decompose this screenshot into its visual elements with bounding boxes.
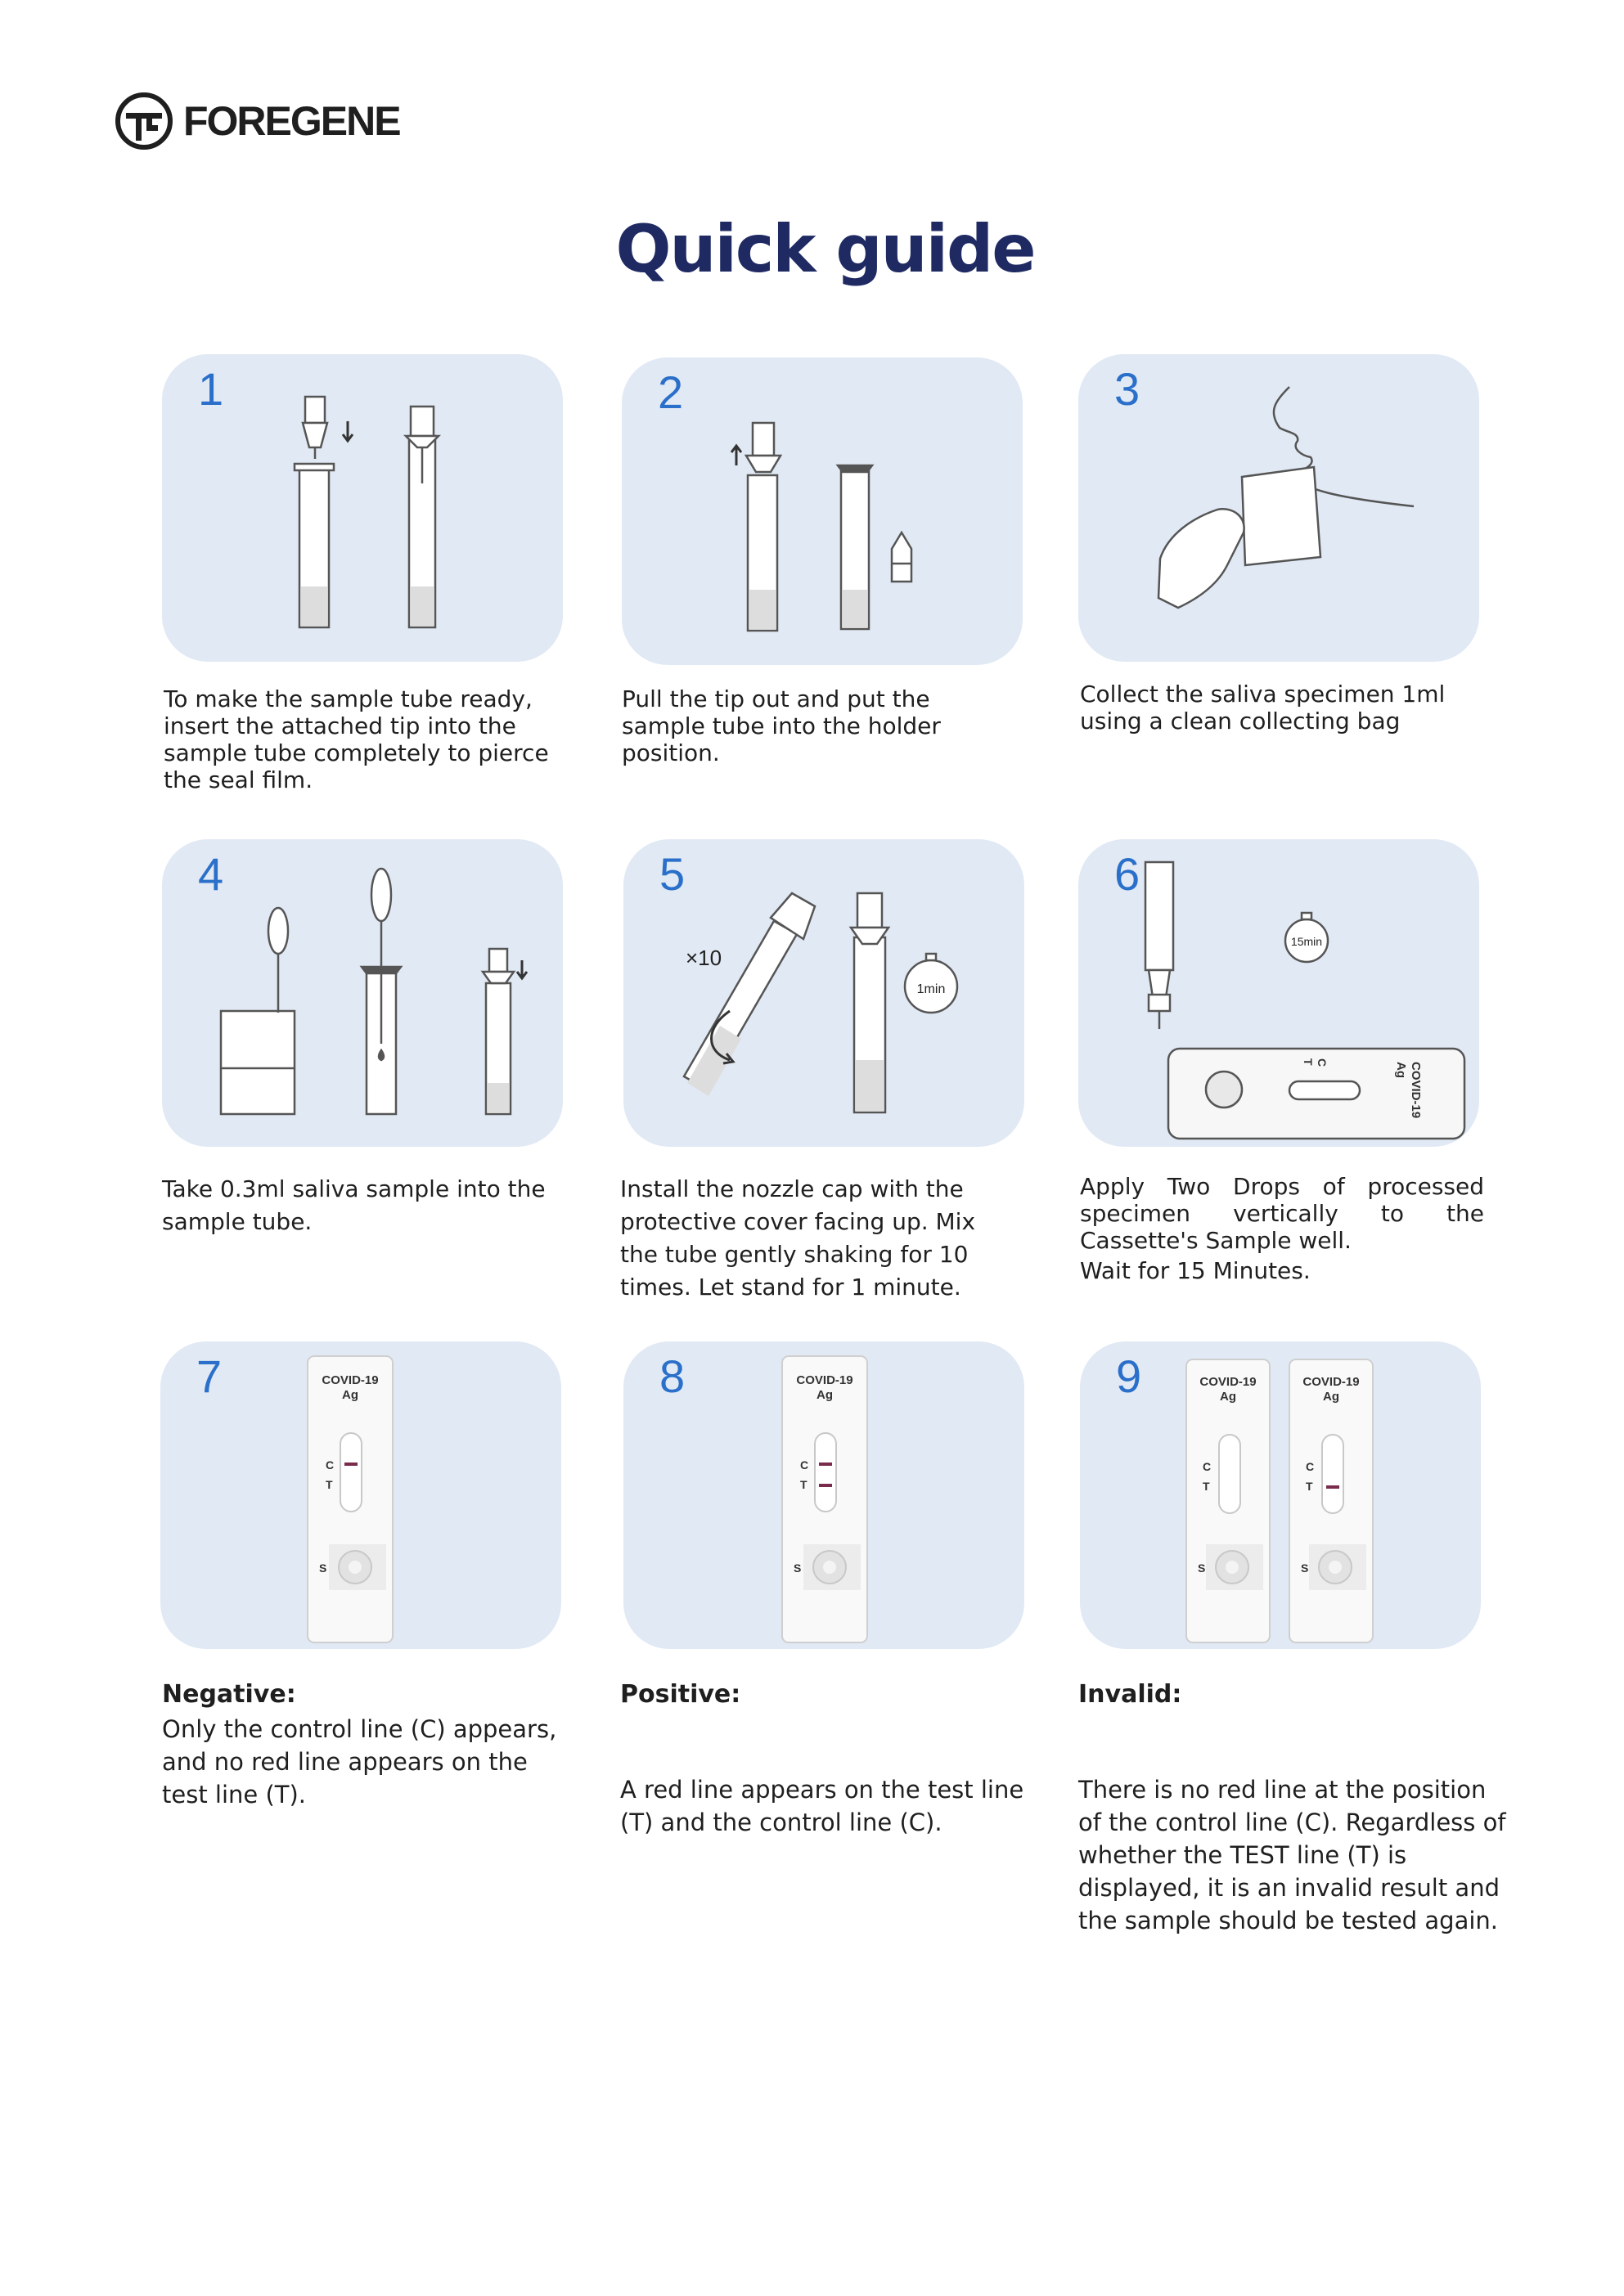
step-3-panel [1078,354,1479,662]
cassette-title: COVID-19 [322,1373,379,1387]
cassette-t-label: T [1203,1480,1210,1493]
step-3-text: Collect the saliva specimen 1ml using a clean collecting bag [1080,681,1446,735]
test-line [819,1484,832,1487]
timer-15min-label: 15min [1290,935,1323,948]
step-4-number: 4 [198,848,224,900]
control-line [344,1463,358,1466]
shake-count-label: ×10 [686,946,722,970]
step-2-panel [622,357,1023,665]
step-6-number: 6 [1114,848,1140,900]
positive-heading: Positive: [620,1680,741,1709]
step-1-panel [162,354,563,662]
step-4-panel [162,839,563,1147]
invalid-text: There is no red line at the position of the control line (C). Regardless of whether the TEST line (T) is displayed, it is an invalid result and the sample should be tested again. [1078,1776,1506,1934]
cassette-title: COVID-19 [796,1373,853,1387]
cassette-t-rotated: T [1302,1058,1315,1066]
step-5-panel [623,839,1024,1147]
cassette-subtitle: Ag [816,1388,833,1402]
step-3-number: 3 [1114,363,1140,415]
step-6-panel [1078,839,1479,1147]
page-title: Quick guide [615,211,1035,287]
cassette-subtitle: Ag [342,1388,358,1402]
cassette-c-label: C [1306,1460,1315,1473]
step-7-number: 7 [196,1350,223,1402]
positive-text: A red line appears on the test line (T) and the control line (C). [620,1776,1024,1836]
negative-text: Only the control line (C) appears, and no red line appears on the test line (T). [162,1715,557,1808]
cassette-subtitle: Ag [1220,1390,1236,1404]
cassette-c-rotated: C [1316,1058,1329,1067]
step-5-number: 5 [659,848,686,900]
step-6-text: Apply Two Drops of processed specimen vertically to the Cassette's Sample well. [1080,1173,1484,1254]
cassette-subtitle: Ag [1323,1390,1339,1404]
step-8-panel [623,1341,1024,1649]
cassette-t-label: T [326,1478,333,1491]
cassette-s-label: S [794,1561,802,1575]
step-5-text: Install the nozzle cap with the protective cover facing up. Mix the tube gently shaking for 10 times. Let stand for 1 minute. [620,1175,976,1301]
control-line [819,1463,832,1466]
step-1-text: To make the sample tube ready, insert the attached tip into the sample tube completely to pierce the seal film. [164,685,549,793]
step-6-text-block [1080,1173,1484,1284]
cassette-s-label: S [1301,1561,1309,1575]
cassette-c-label: C [326,1458,335,1472]
negative-heading: Negative: [162,1680,296,1709]
cassette-t-label: T [800,1478,808,1491]
step-8-number: 8 [659,1350,686,1402]
cassette-subtitle-rotated: Ag [1394,1062,1408,1078]
step-6-wait: Wait for 15 Minutes. [1080,1257,1311,1284]
step-2-text: Pull the tip out and put the sample tube into the holder position. [622,685,941,766]
step-9-panel [1080,1341,1481,1649]
test-line [1326,1485,1339,1489]
timer-1min-label: 1min [916,982,946,996]
step-9-number: 9 [1116,1350,1142,1402]
cassette-title: COVID-19 [1302,1375,1360,1389]
step-1-number: 1 [198,363,224,415]
cassette-title-rotated: COVID-19 [1409,1062,1423,1119]
brand-name: FOREGENE [183,98,400,144]
step-7-panel [160,1341,561,1649]
foregene-logo-icon [115,92,173,151]
step-2-number: 2 [658,366,684,418]
invalid-heading: Invalid: [1078,1680,1182,1709]
step-4-text: Take 0.3ml saliva sample into the sample tube. [162,1175,546,1235]
cassette-t-label: T [1306,1480,1313,1493]
brand-logo [115,92,400,151]
cassette-c-label: C [1203,1460,1212,1473]
cassette-s-label: S [1198,1561,1206,1575]
cassette-title: COVID-19 [1199,1375,1257,1389]
cassette-s-label: S [319,1561,327,1575]
cassette-c-label: C [800,1458,809,1472]
